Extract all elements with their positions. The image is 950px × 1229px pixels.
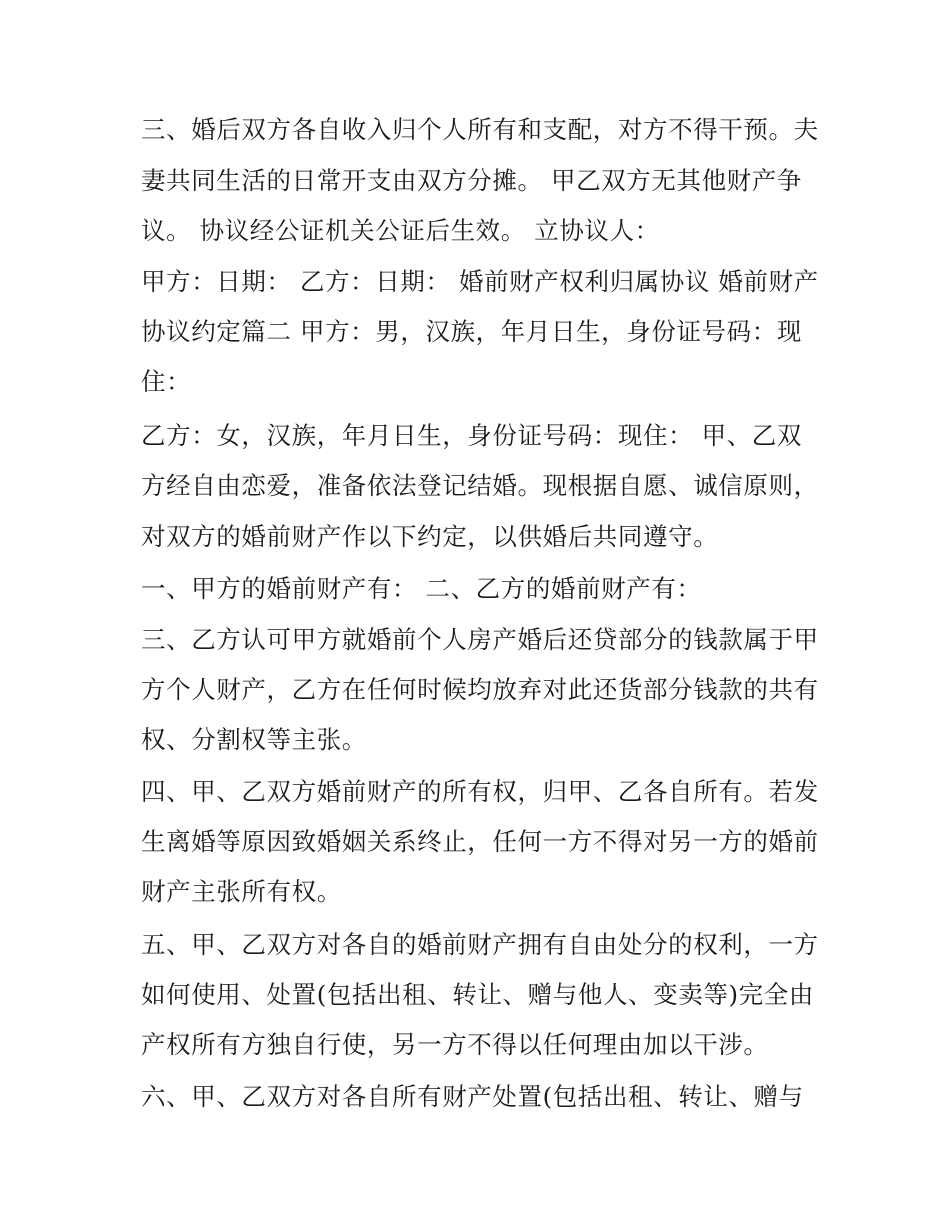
text-line: 如何使用、处置(包括出租、转让、赠与他人、变卖等)完全由 bbox=[141, 980, 814, 1009]
text-line: 财产主张所有权。 bbox=[141, 877, 342, 906]
text-line: 一、甲方的婚前财产有： 二、乙方的婚前财产有： bbox=[141, 574, 702, 603]
text-line: 协议约定篇二 甲方：男，汉族，年月日生，身份证号码：现 bbox=[141, 317, 802, 346]
text-line: 议。 协议经公证机关公证后生效。 立协议人： bbox=[141, 216, 660, 245]
text-line: 三、乙方认可甲方就婚前个人房产婚后还贷部分的钱款属于甲 bbox=[141, 625, 819, 654]
text-line: 方个人财产，乙方在任何时候均放弃对此还货部分钱款的共有 bbox=[141, 675, 819, 704]
text-line: 权、分割权等主张。 bbox=[141, 725, 367, 754]
text-line: 四、甲、乙双方婚前财产的所有权，归甲、乙各自所有。若发 bbox=[141, 777, 819, 806]
text-line: 方经自由恋爱，准备依法登记结婚。现根据自愿、诚信原则， bbox=[141, 471, 819, 500]
text-line: 产权所有方独自行使，另一方不得以任何理由加以干涉。 bbox=[141, 1030, 769, 1059]
text-line: 妻共同生活的日常开支由双方分摊。 甲乙双方无其他财产争 bbox=[141, 166, 802, 195]
text-line: 甲方：日期： 乙方：日期： 婚前财产权利归属协议 婚前财产 bbox=[141, 267, 819, 296]
text-line: 六、甲、乙双方对各自所有财产处置(包括出租、转让、赠与 bbox=[141, 1082, 804, 1111]
text-line: 住： bbox=[141, 367, 192, 396]
text-line: 生离婚等原因致婚姻关系终止，任何一方不得对另一方的婚前 bbox=[141, 827, 819, 856]
text-line: 五、甲、乙双方对各自的婚前财产拥有自由处分的权利，一方 bbox=[141, 930, 819, 959]
text-line: 三、婚后双方各自收入归个人所有和支配，对方不得干预。夫 bbox=[141, 115, 819, 144]
text-line: 对双方的婚前财产作以下约定，以供婚后共同遵守。 bbox=[141, 522, 719, 551]
text-line: 乙方：女，汉族，年月日生，身份证号码：现住： 甲、乙双 bbox=[141, 421, 802, 450]
